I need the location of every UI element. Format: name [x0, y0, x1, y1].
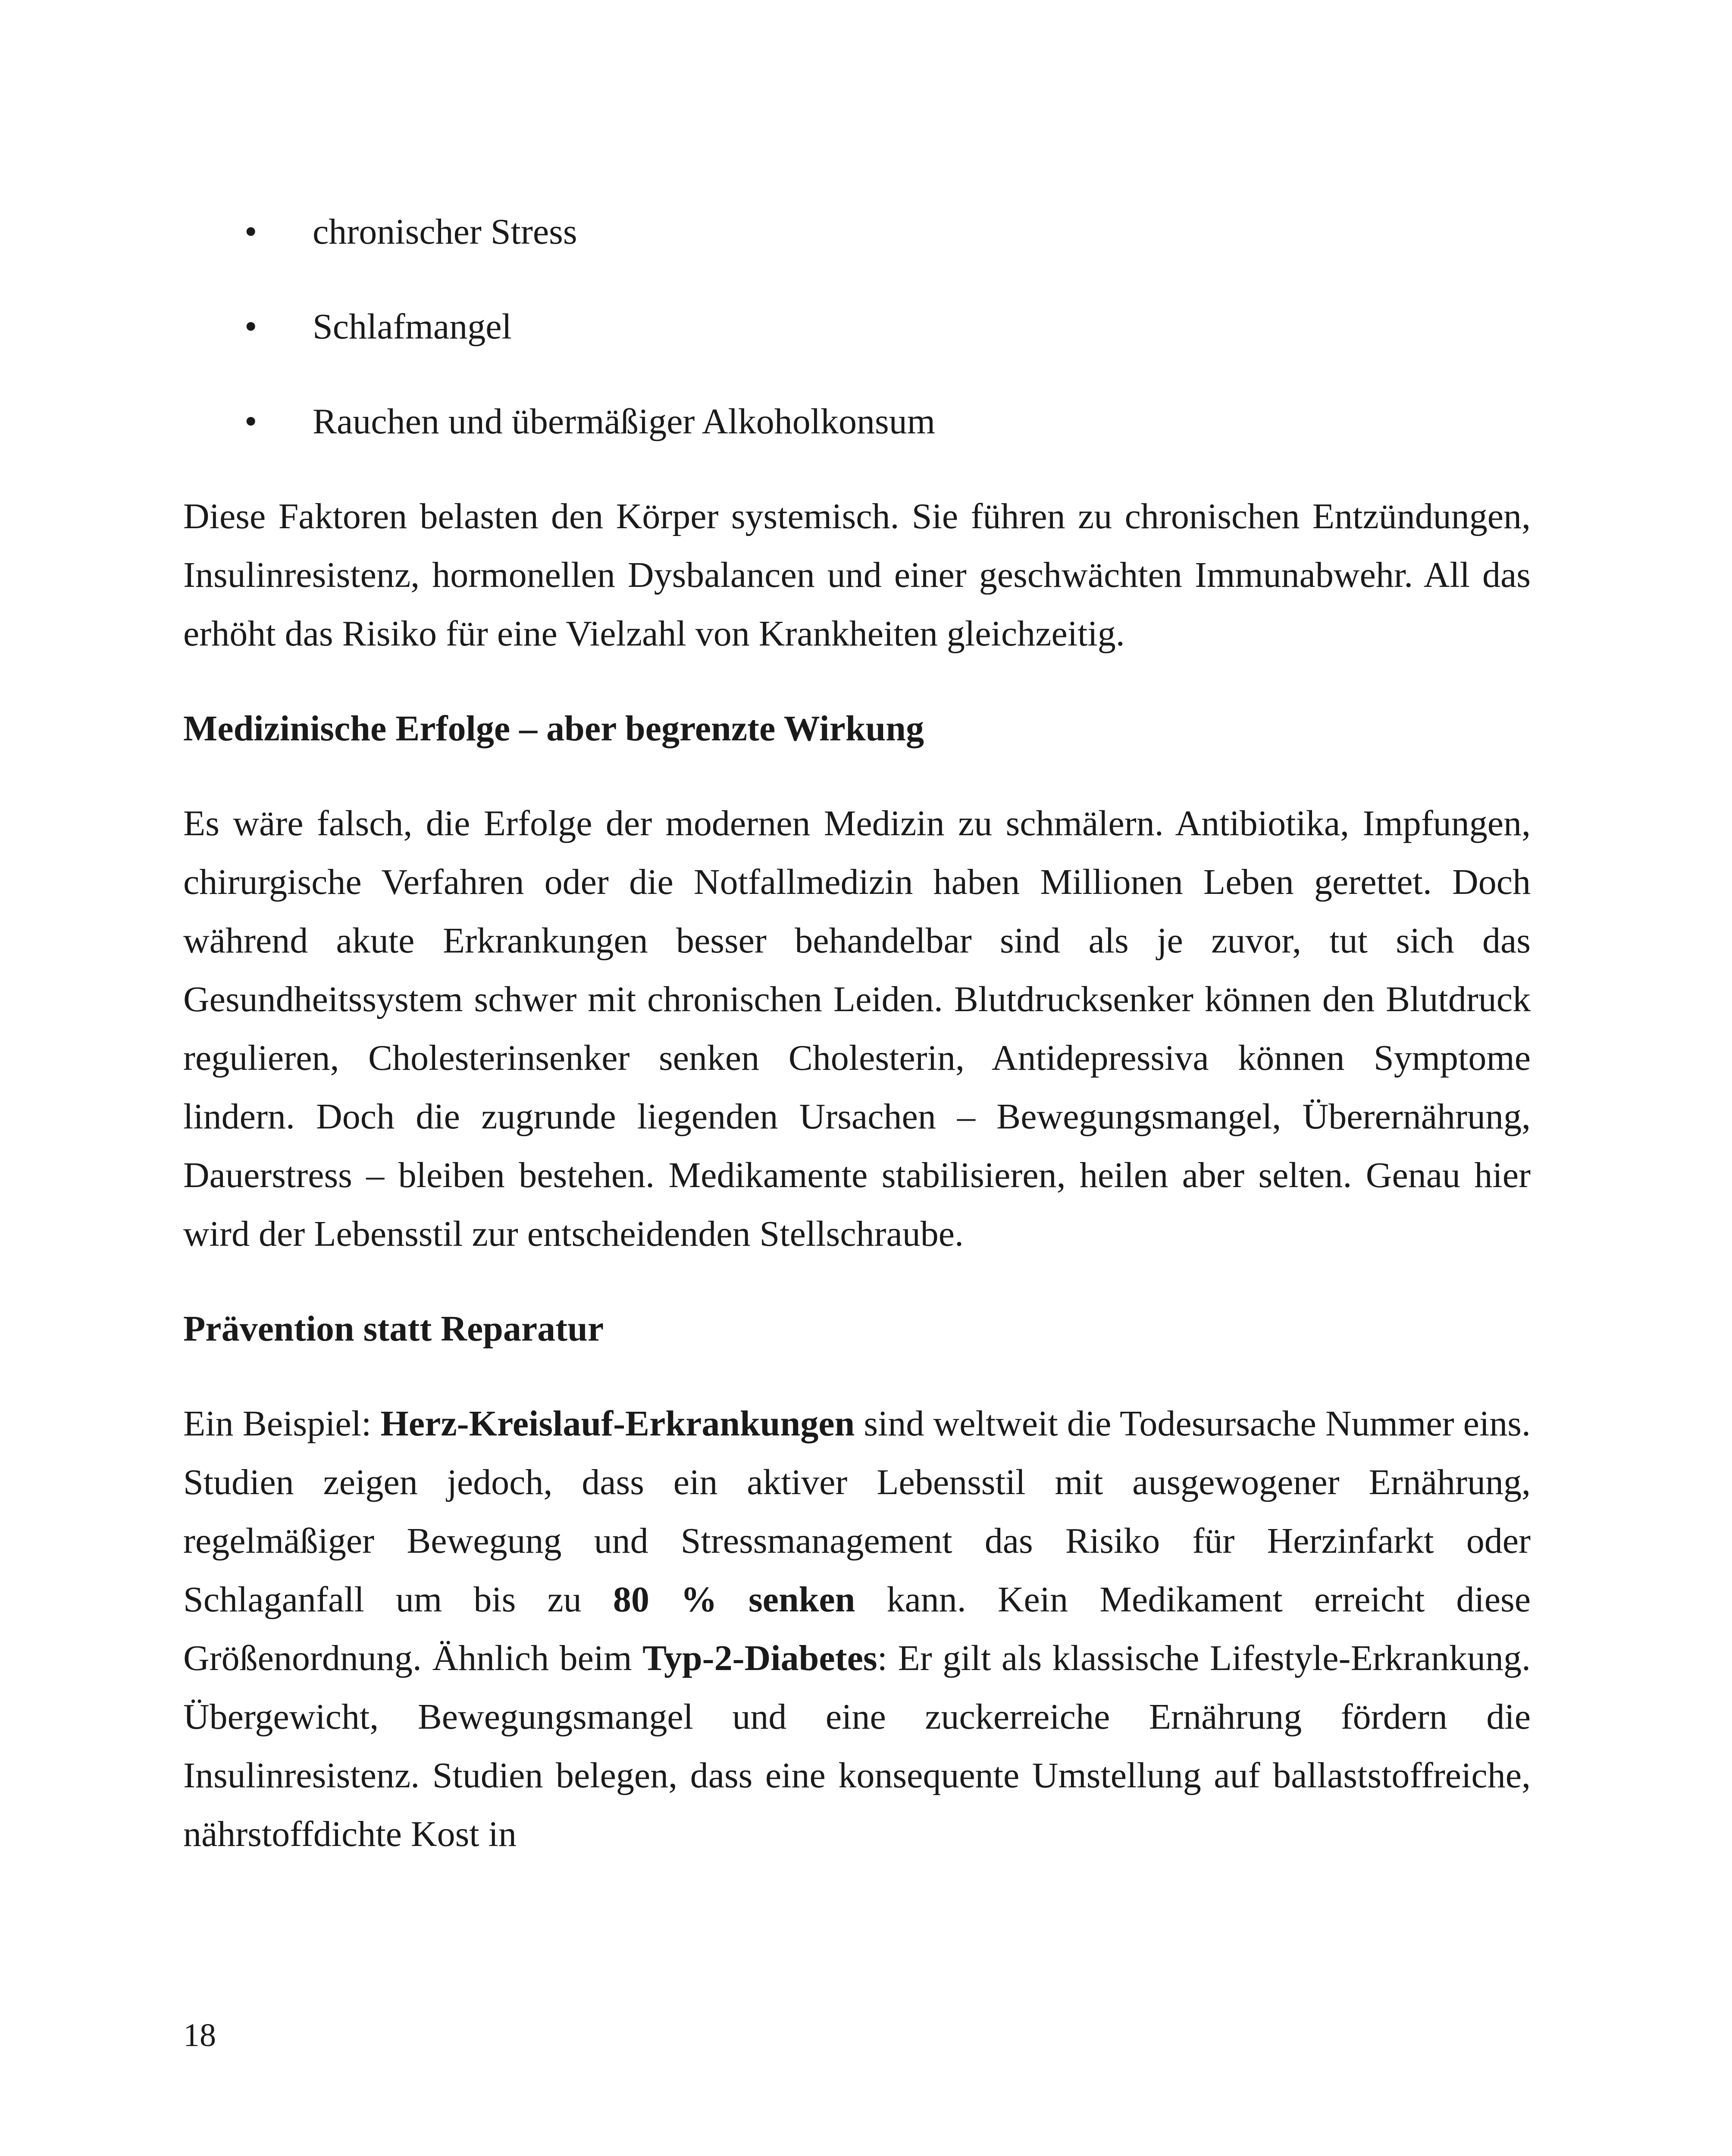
- list-item-text: Schlafmangel: [313, 307, 512, 347]
- list-item-text: Rauchen und übermäßiger Alkoholkonsum: [313, 401, 936, 442]
- paragraph-text: sind weltweit die Todesursache Nummer eins. Studien zeigen jedoch, dass ein aktiver Lebensstil mit ausgewogener Ernährung, regelmäßiger Bewegung und Stressmanagement das Risiko für Herzinfarkt oder Schlaganfall um bis zu: [183, 1404, 1531, 1620]
- bold-term-risk-reduction: 80 % senken: [613, 1579, 855, 1620]
- heading-prevention: Prävention statt Reparatur: [183, 1309, 604, 1349]
- paragraph-text: kann. Kein Medikament erreicht diese Größenordnung. Ähnlich beim: [183, 1579, 1531, 1678]
- bullet-icon: •: [244, 212, 257, 252]
- list-item: [183, 298, 1531, 356]
- paragraph-text: : Er gilt als klassische Lifestyle-Erkrankung. Übergewicht, Bewegungsmangel und eine zuckerreiche Ernährung fördern die Insulinresistenz. Studien belegen, dass eine konsequente Umstellung auf ballaststoffreiche, nährstoffdichte Kost in: [183, 1638, 1531, 1854]
- list-item: [183, 392, 1531, 451]
- paragraph-medical-successes: Es wäre falsch, die Erfolge der modernen Medizin zu schmälern. Antibiotika, Impfungen, chirurgische Verfahren oder die Notfallmedizin haben Millionen Leben gerettet. Doch während akute Erkrankungen besser behandelbar sind als je zuvor, tut sich das Gesundheitssystem schwer mit chronischen Leiden. Blutdrucksenker können den Blutdruck regulieren, Cholesterinsenker senken Cholesterin, Antidepressiva können Symptome lindern. Doch die zugrunde liegenden Ursachen – Bewegungsmangel, Überernährung, Dauerstress – bleiben bestehen. Medikamente stabilisieren, heilen aber selten. Genau hier wird der Lebensstil zur entscheidenden Stellschraube.: [183, 803, 1531, 1254]
- bullet-icon: •: [244, 307, 257, 347]
- paragraph-prevention: [183, 1395, 1531, 1864]
- paragraph-text: Ein Beispiel:: [183, 1404, 381, 1444]
- risk-factor-list: [183, 203, 1531, 451]
- bold-term-diabetes: Typ-2-Diabetes: [642, 1638, 877, 1678]
- bullet-icon: •: [244, 401, 257, 442]
- heading-medical-successes: Medizinische Erfolge – aber begrenzte Wirkung: [183, 708, 924, 749]
- page-number: 18: [183, 2017, 216, 2053]
- page-content: [183, 203, 1531, 1900]
- list-item: [183, 203, 1531, 261]
- paragraph-systemic-effects: Diese Faktoren belasten den Körper systemisch. Sie führen zu chronischen Entzündungen, Insulinresistenz, hormonellen Dysbalancen und einer geschwächten Immunabwehr. All das erhöht das Risiko für eine Vielzahl von Krankheiten gleichzeitig.: [183, 496, 1531, 654]
- list-item-text: chronischer Stress: [313, 212, 577, 252]
- bold-term-cardiovascular: Herz-Kreislauf-Erkrankungen: [380, 1404, 855, 1444]
